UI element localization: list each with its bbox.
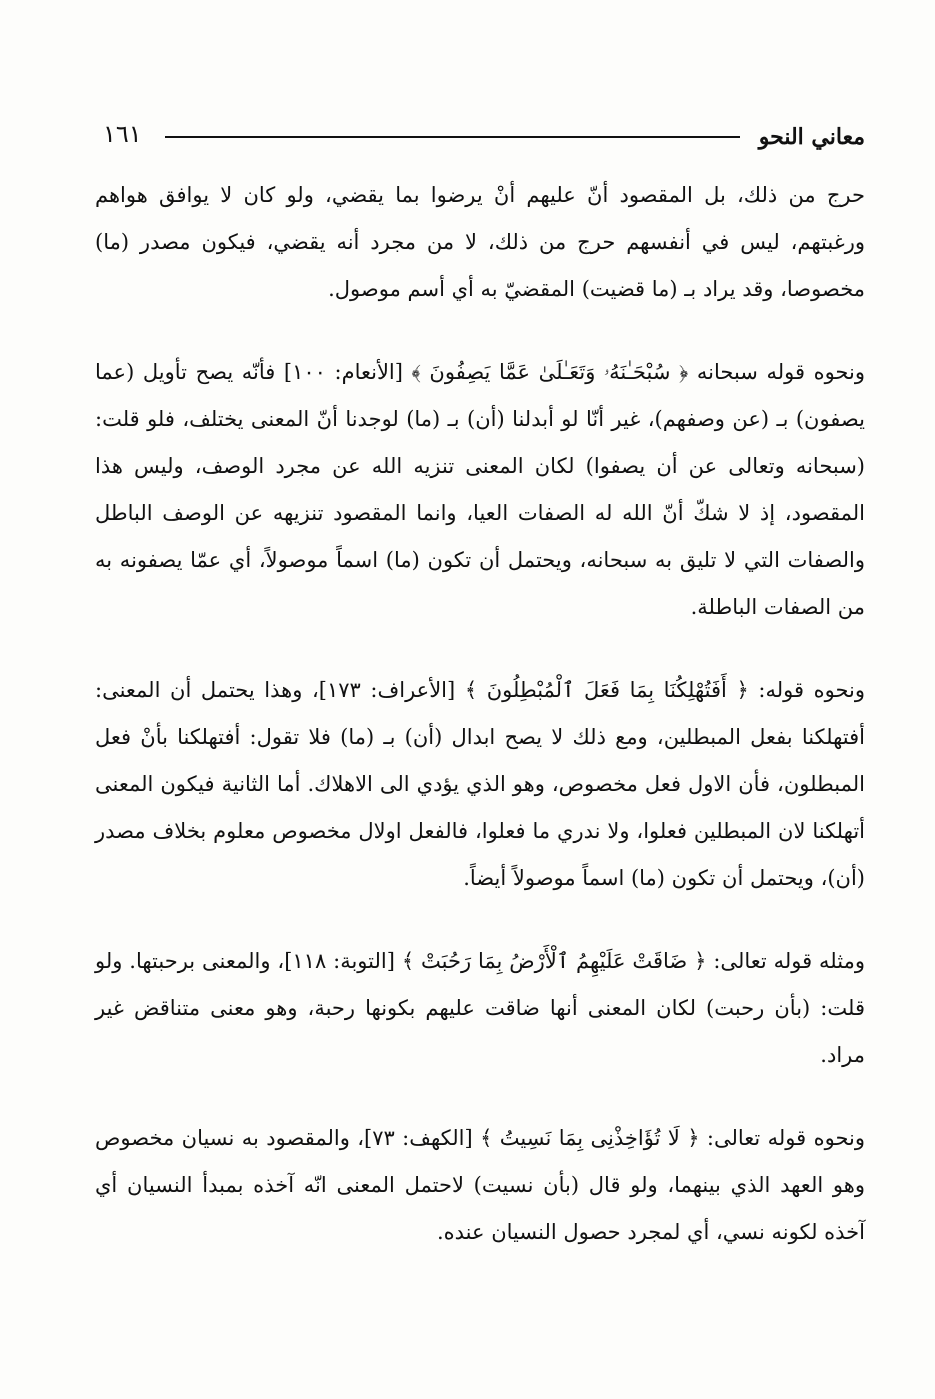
running-title: معاني النحو xyxy=(758,124,865,150)
page-content xyxy=(95,172,865,1256)
paragraph-spacer xyxy=(95,631,865,667)
paragraph-spacer xyxy=(95,902,865,938)
paragraph-4: ومثله قوله تعالى: ﴿ ضَاقَتْ عَلَيْهِمُ ٱلْأَرْضُ بِمَا رَحُبَتْ ﴾ [التوبة: ١١٨]، والمعنى برحبتها. ولو قلت: (بأن رحبت) لكان المعنى أنها ضاقت عليهم بكونها رحبة، وهو معنى متناقض غير مراد. xyxy=(95,949,865,1067)
paragraph-2: ونحوه قوله سبحانه ﴿ سُبْحَـٰنَهُۥ وَتَعَـٰلَىٰ عَمَّا يَصِفُونَ ﴾ [الأنعام: ١٠٠] فأنّه يصح تأويل (عما يصفون) بـ (عن وصفهم)، غير أنّا لو أبدلنا (أن) بـ (ما) لوجدنا أنّ المعنى يختلف، فلو قلت: (سبحانه وتعالى عن أن يصفوا) لكان المعنى تنزيه الله عن مجرد الوصف، وليس هذا المقصود، إذ لا شكّ أنّ الله له الصفات العيا، وانما المقصود تنزيهه عن الوصف الباطل والصفات التي لا تليق به سبحانه، ويحتمل أن تكون (ما) اسماً موصولاً، أي عمّا يصفونه به من الصفات الباطلة. xyxy=(95,360,865,619)
page-number: ١٦١ xyxy=(103,120,142,148)
paragraph-spacer xyxy=(95,313,865,349)
header-rule xyxy=(165,136,740,138)
paragraph-5: ونحوه قوله تعالى: ﴿ لَا تُؤَاخِذْنِى بِمَا نَسِيتُ ﴾ [الكهف: ٧٣]، والمقصود به نسيان مخصوص وهو العهد الذي بينهما، ولو قال (بأن نسيت) لاحتمل المعنى انّه آخذه بمبدأ النسيان أي آخذه لكونه نسي، أي لمجرد حصول النسيان عنده. xyxy=(95,1126,865,1244)
running-header xyxy=(95,118,865,158)
paragraph-1: حرج من ذلك، بل المقصود أنّ عليهم أنْ يرضوا بما يقضي، ولو كان لا يوافق هواهم ورغبتهم، ليس في أنفسهم حرج من ذلك، لا من مجرد أنه يقضي، فيكون مصدر (ما) مخصوصا، وقد يراد بـ (ما قضيت) المقضيّ به أي أسم موصول. xyxy=(95,183,865,301)
paragraph-spacer xyxy=(95,1079,865,1115)
book-page xyxy=(95,118,865,1256)
paragraph-3: ونحوه قوله: ﴿ أَفَتُهْلِكُنَا بِمَا فَعَلَ ٱلْمُبْطِلُونَ ﴾ [الأعراف: ١٧٣]، وهذا يحتمل أن المعنى: أفتهلكنا بفعل المبطلين، ومع ذلك لا يصح ابدال (أن) بـ (ما) فلا تقول: أفتهلكنا بأنْ فعل المبطلون، فأن الاول فعل مخصوص، وهو الذي يؤدي الى الاهلاك. أما الثانية فيكون المعنى أتهلكنا لان المبطلين فعلوا، ولا ندري ما فعلوا، فالفعل اولال مخصوص معلوم بخلاف مصدر (أن)، ويحتمل أن تكون (ما) اسماً موصولاً أيضاً. xyxy=(95,678,865,890)
